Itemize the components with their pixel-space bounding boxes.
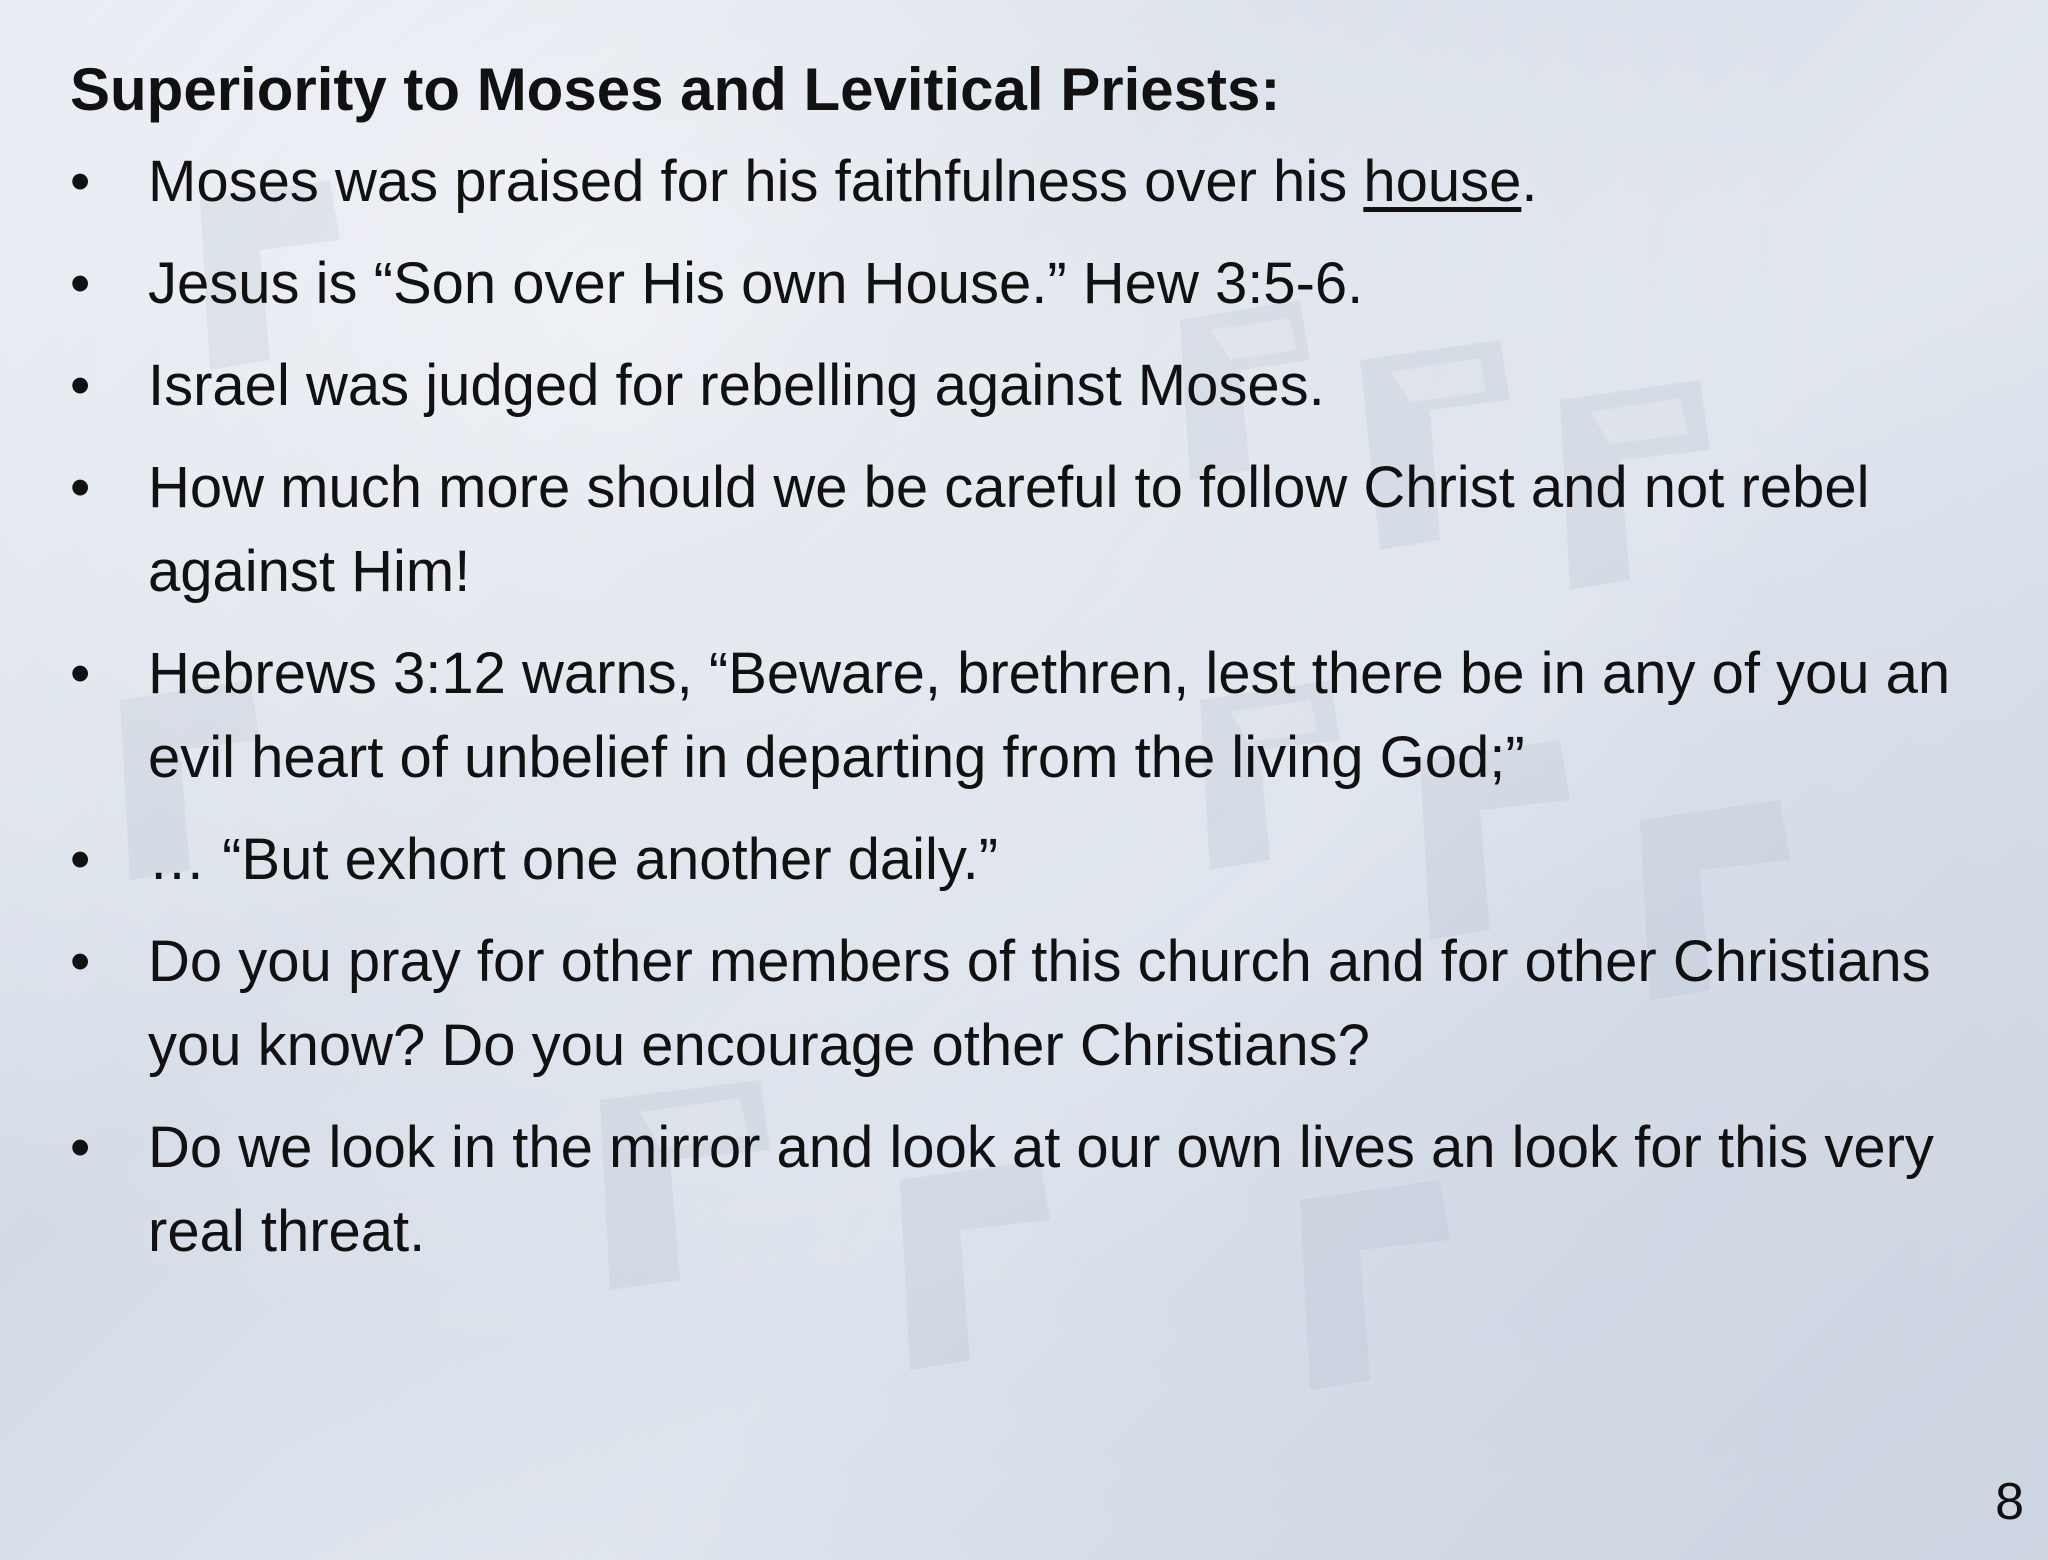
bullet-text: Jesus is “Son over His own House.” Hew 3:5-6. bbox=[148, 251, 1364, 316]
bullet-text-end: . bbox=[1521, 149, 1538, 214]
underlined-word: house bbox=[1363, 149, 1522, 214]
bullet-icon: • bbox=[70, 827, 91, 892]
bullet-icon: • bbox=[70, 455, 91, 520]
bullet-item bbox=[70, 632, 2030, 800]
bullet-item bbox=[70, 920, 2030, 1088]
page-number: 8 bbox=[1995, 1473, 2024, 1531]
bullet-icon: • bbox=[70, 641, 91, 706]
bullet-item bbox=[70, 140, 2030, 224]
bullet-text: Moses was praised for his faithfulness over his bbox=[148, 149, 1364, 214]
bullet-icon: • bbox=[70, 149, 91, 214]
bullet-text: How much more should we be careful to follow Christ and not rebel against Him! bbox=[148, 455, 1870, 604]
bullet-item bbox=[70, 446, 2030, 614]
slide-content bbox=[70, 48, 2030, 1292]
bullet-text: Do you pray for other members of this church and for other Christians you know? Do you encourage other Christians? bbox=[148, 929, 1931, 1078]
bullet-item bbox=[70, 1106, 2030, 1274]
bullet-icon: • bbox=[70, 251, 91, 316]
bullet-list bbox=[70, 140, 2030, 1274]
bullet-item bbox=[70, 818, 2030, 902]
bullet-text: … “But exhort one another daily.” bbox=[148, 827, 999, 892]
bullet-text: Hebrews 3:12 warns, “Beware, brethren, lest there be in any of you an evil heart of unbelief in departing from the living God;” bbox=[148, 641, 1951, 790]
slide-title: Superiority to Moses and Levitical Priests: bbox=[70, 56, 1281, 123]
bullet-item bbox=[70, 242, 2030, 326]
bullet-text: Israel was judged for rebelling against Moses. bbox=[148, 353, 1325, 418]
bullet-icon: • bbox=[70, 1115, 91, 1180]
bullet-icon: • bbox=[70, 353, 91, 418]
bullet-icon: • bbox=[70, 929, 91, 994]
bullet-item bbox=[70, 344, 2030, 428]
bullet-text: Do we look in the mirror and look at our own lives an look for this very real threat. bbox=[148, 1115, 1934, 1264]
